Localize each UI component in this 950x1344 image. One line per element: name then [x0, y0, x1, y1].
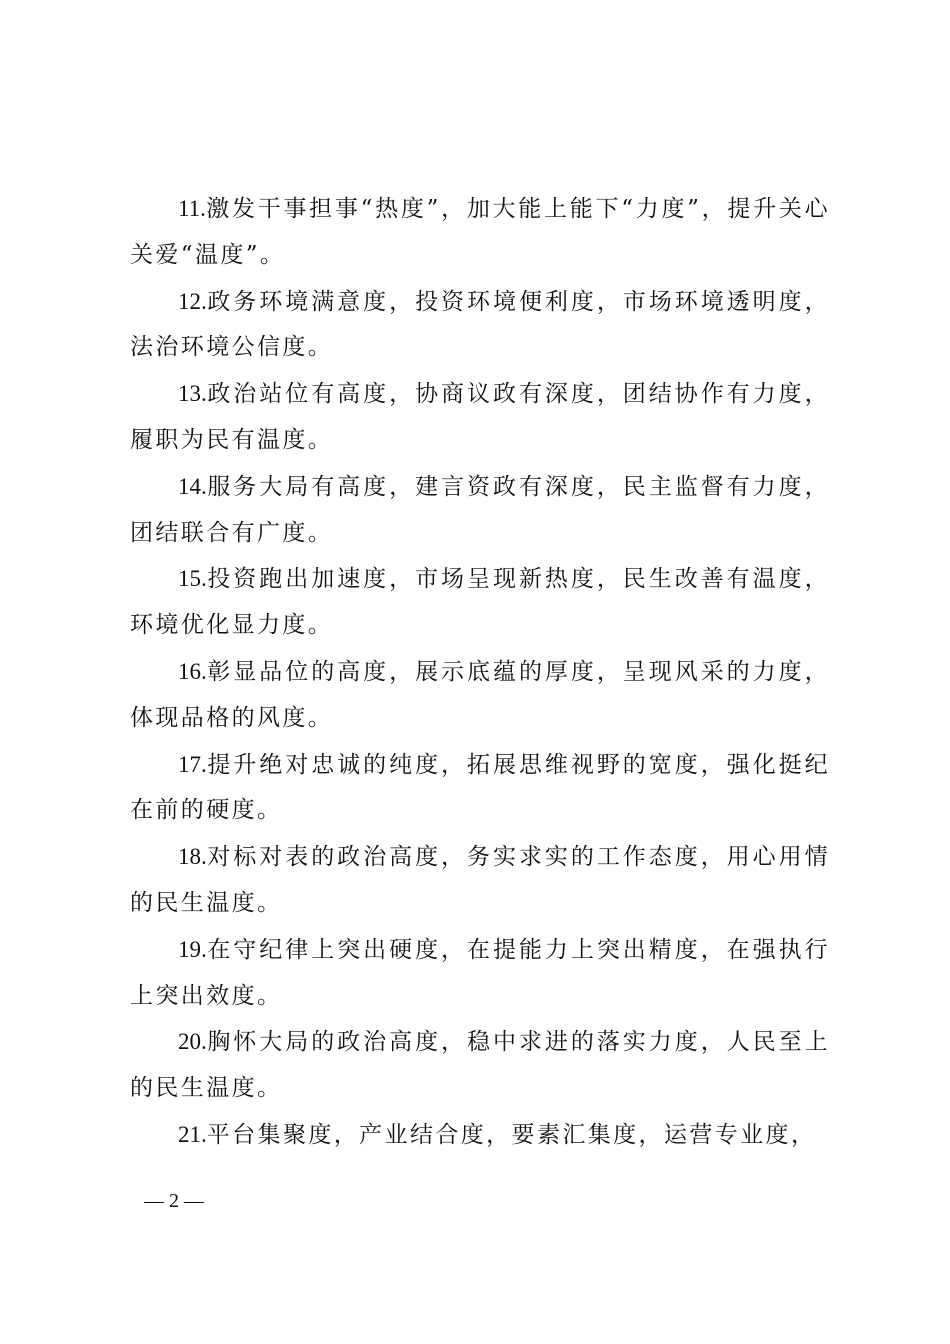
- item-text: 平台集聚度，产业结合度，要素汇集度，运营专业度，: [206, 1121, 817, 1148]
- document-body: [130, 186, 830, 1159]
- item-text: 服务大局有高度，建言资政有深度，民主监督有力度，团结联合有广度。: [130, 473, 830, 546]
- item-number: 20.: [178, 1029, 207, 1055]
- item-number: 14.: [178, 473, 207, 499]
- item-number: 13.: [178, 381, 207, 407]
- item-number: 21.: [178, 1121, 207, 1147]
- list-item: [130, 834, 830, 927]
- item-text: 在守纪律上突出硬度，在提能力上突出精度，在强执行上突出效度。: [130, 936, 830, 1009]
- item-text: 彰显品位的高度，展示底蕴的厚度，呈现风采的力度，体现品格的风度。: [130, 658, 830, 731]
- item-text: 政务环境满意度，投资环境便利度，市场环境透明度，法治环境公信度。: [130, 288, 830, 361]
- item-number: 18.: [178, 844, 207, 870]
- item-number: 11.: [178, 196, 206, 221]
- item-text: 投资跑出加速度，市场呈现新热度，民生改善有温度，环境优化显力度。: [130, 566, 830, 639]
- list-item: [130, 1112, 830, 1159]
- item-text: 提升绝对忠诚的纯度，拓展思维视野的宽度，强化挺纪在前的硬度。: [130, 751, 830, 824]
- list-item: [130, 464, 830, 557]
- list-item: [130, 186, 830, 279]
- item-number: 16.: [178, 658, 207, 684]
- item-number: 19.: [178, 936, 207, 962]
- item-number: 17.: [178, 751, 207, 777]
- item-text: 胸怀大局的政治高度，稳中求进的落实力度，人民至上的民生温度。: [130, 1029, 830, 1102]
- list-item: [130, 1019, 830, 1112]
- list-item: [130, 371, 830, 464]
- list-item: [130, 927, 830, 1020]
- item-text: 激发干事担事“热度”，加大能上能下“力度”，提升关心关爱“温度”。: [130, 196, 830, 268]
- list-item: [130, 649, 830, 742]
- item-text: 政治站位有高度，协商议政有深度，团结协作有力度，履职为民有温度。: [130, 381, 830, 453]
- list-item: [130, 556, 830, 649]
- item-text: 对标对表的政治高度，务实求实的工作态度，用心用情的民生温度。: [130, 844, 830, 916]
- page-number: — 2 —: [144, 1190, 204, 1212]
- item-number: 15.: [178, 566, 207, 592]
- list-item: [130, 279, 830, 372]
- list-item: [130, 742, 830, 835]
- item-number: 12.: [178, 288, 207, 314]
